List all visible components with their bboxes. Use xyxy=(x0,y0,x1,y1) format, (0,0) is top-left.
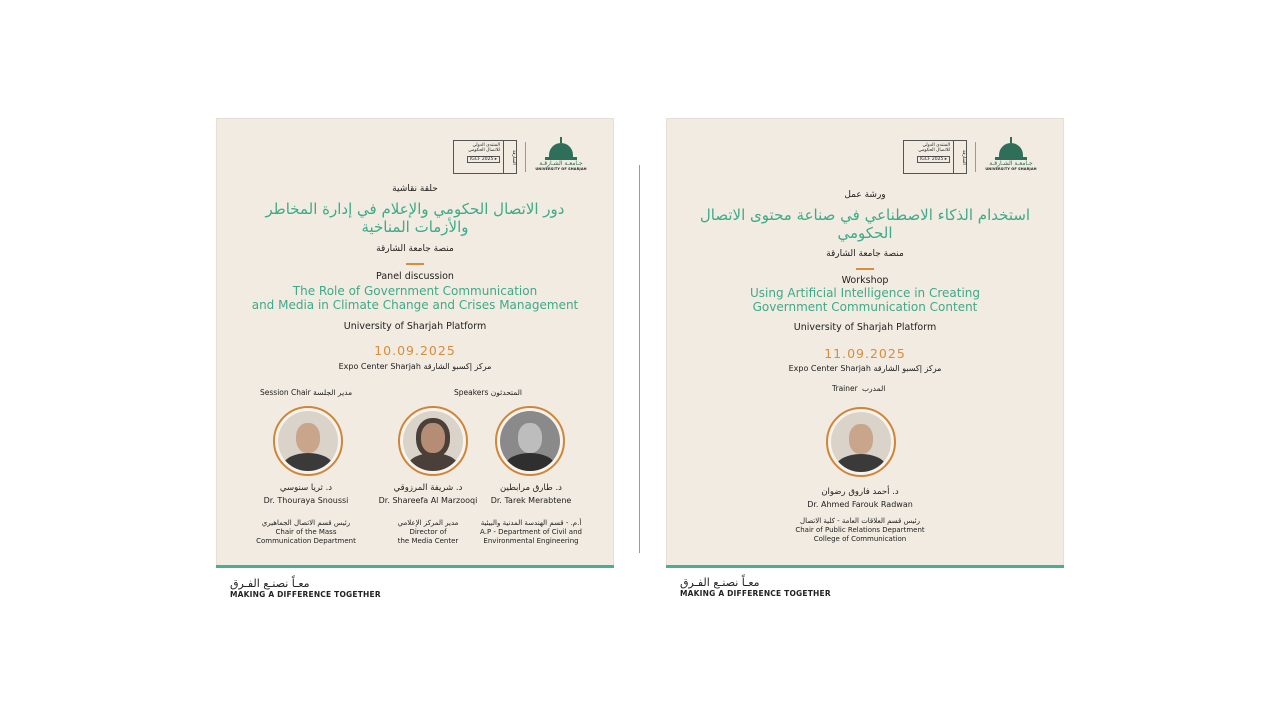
university-of-sharjah-logo: جـامعـة الشـارقـة UNIVERSITY OF SHARJAH xyxy=(534,143,588,171)
speaker-info-shareefa: د. شريفة المرزوقي Dr. Shareefa Al Marzooqi مدير المركز الإعلامي Director of the Media Center xyxy=(378,483,478,545)
event-title-ar-line1: دور الاتصال الحكومي والإعلام في إدارة المخاطر xyxy=(265,200,565,218)
footer-slogan-left: معـاً نصنـع الفـرق MAKING A DIFFERENCE TOGETHER xyxy=(230,577,381,599)
dome-icon xyxy=(999,143,1023,157)
event-title-en-line2: and Media in Climate Change and Crises Management xyxy=(251,298,579,312)
header-logos xyxy=(453,140,588,174)
platform-en: University of Sharjah Platform xyxy=(343,321,487,332)
session-chair-label: Session Chair مدير الجلسة xyxy=(260,388,353,397)
event-date: 11.09.2025 xyxy=(824,346,906,361)
event-venue: Expo Center Sharjah مركز إكسبو الشارقة xyxy=(788,364,942,373)
event-title-ar-line2: والأزمات المناخية xyxy=(361,218,469,236)
event-type-en: Panel discussion xyxy=(376,271,454,282)
speaker-photo-thouraya xyxy=(273,406,343,476)
dome-icon xyxy=(549,143,573,157)
event-venue: Expo Center Sharjah مركز إكسبو الشارقة xyxy=(338,362,492,371)
session-chair-info: د. ثريا سنوسي Dr. Thouraya Snoussi رئيس قسم الاتصال الجماهيري Chair of the Mass Communication Department xyxy=(256,483,356,545)
event-title-en-line1: Using Artificial Intelligence in Creating xyxy=(749,286,980,300)
header-logos xyxy=(903,140,1038,174)
event-title-ar-line1: استخدام الذكاء الاصطناعي في صناعة محتوى الاتصال xyxy=(699,206,1031,224)
logo-divider xyxy=(975,142,976,172)
event-type-ar: حلقة نقاشية xyxy=(392,184,438,194)
center-divider-line xyxy=(639,165,640,553)
speaker-photo-tarek xyxy=(495,406,565,476)
trainer-label-ar: المدرب xyxy=(862,384,886,393)
speaker-info-tarek: د. طارق مرابطين Dr. Tarek Merabtene أ.م. - قسم الهندسة المدنية والبيئية A.P - Department of Civil and Environmental Engineering xyxy=(480,483,582,545)
platform-ar: منصة جامعة الشارقة xyxy=(826,249,904,259)
platform-en: University of Sharjah Platform xyxy=(793,322,937,333)
logo-divider xyxy=(525,142,526,172)
workshop-poster xyxy=(666,118,1064,568)
platform-ar: منصة جامعة الشارقة xyxy=(376,244,454,254)
panel-discussion-poster xyxy=(216,118,614,568)
event-title-en-line2: Government Communication Content xyxy=(752,300,978,314)
orange-divider xyxy=(856,268,874,270)
trainer-label-en: Trainer xyxy=(832,384,858,393)
trainer-photo-ahmed xyxy=(826,407,896,477)
university-of-sharjah-logo: جـامعـة الشـارقـة UNIVERSITY OF SHARJAH xyxy=(984,143,1038,171)
trainer-info: د. أحمد فاروق رضوان Dr. Ahmed Farouk Radwan رئيس قسم العلاقات العامة - كلية الاتصال Chair of Public Relations Department College of Communication xyxy=(795,487,925,543)
footer-slogan-right: معـاً نصنـع الفـرق MAKING A DIFFERENCE TOGETHER xyxy=(680,576,831,598)
event-title-ar-line2: الحكومي xyxy=(837,224,893,242)
orange-divider xyxy=(406,263,424,265)
event-date: 10.09.2025 xyxy=(374,343,456,358)
igcf-logo: الشارقة المنتدى الدولي للاتصال الحكومي IGCF 2025 ▸ xyxy=(903,140,967,174)
event-type-ar: ورشة عمل xyxy=(844,190,886,200)
event-type-en: Workshop xyxy=(841,275,889,286)
speaker-photo-shareefa xyxy=(398,406,468,476)
igcf-logo: الشارقة المنتدى الدولي للاتصال الحكومي IGCF 2025 ▸ xyxy=(453,140,517,174)
speakers-label: Speakers المتحدثون xyxy=(454,388,523,397)
event-title-en-line1: The Role of Government Communication xyxy=(292,284,538,298)
